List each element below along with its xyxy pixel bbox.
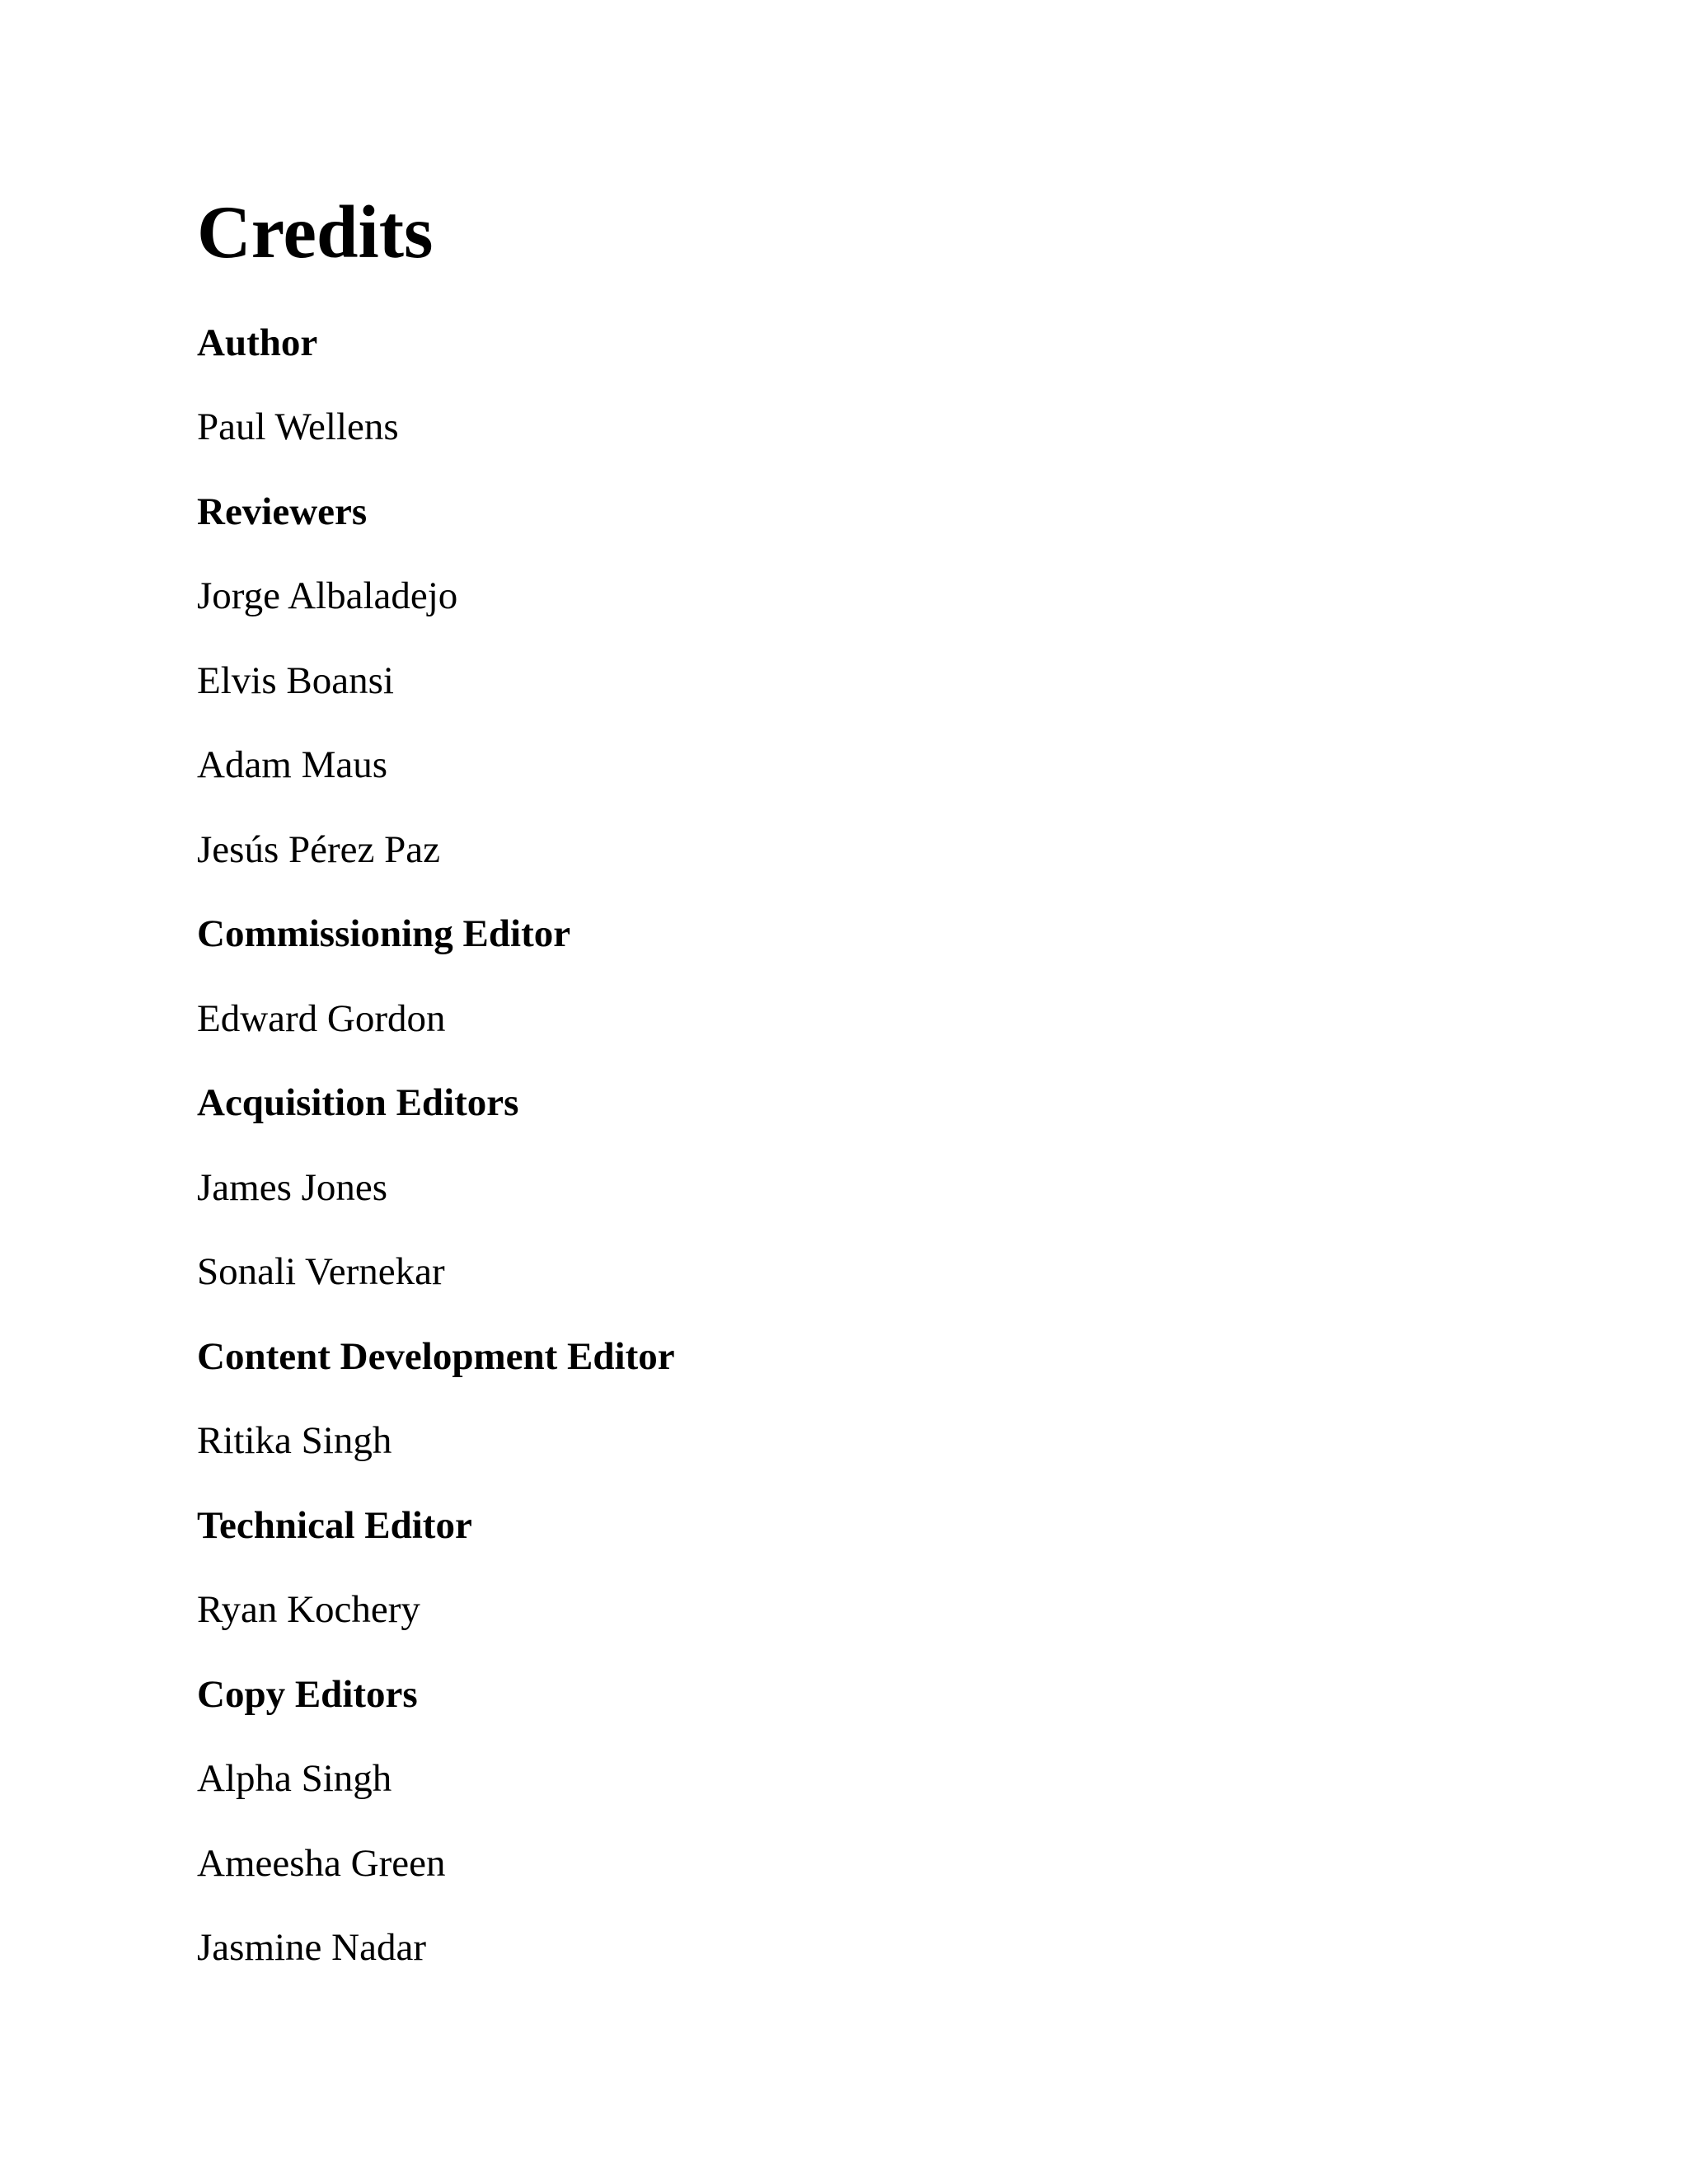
role-heading-content-development-editor: Content Development Editor: [197, 1335, 675, 1378]
credit-name-adam-maus: Adam Maus: [197, 743, 388, 786]
credit-name-edward-gordon: Edward Gordon: [197, 997, 446, 1040]
credit-name-alpha-singh: Alpha Singh: [197, 1757, 392, 1800]
role-heading-technical-editor: Technical Editor: [197, 1504, 472, 1547]
credit-name-elvis-boansi: Elvis Boansi: [197, 659, 394, 702]
role-heading-commissioning-editor: Commissioning Editor: [197, 912, 571, 955]
credit-name-jesus-perez-paz: Jesús Pérez Paz: [197, 828, 440, 871]
page-title: Credits: [197, 190, 434, 274]
credit-name-sonali-vernekar: Sonali Vernekar: [197, 1250, 445, 1293]
credit-name-james-jones: James Jones: [197, 1166, 388, 1209]
credit-name-ritika-singh: Ritika Singh: [197, 1419, 392, 1462]
credit-name-ameesha-green: Ameesha Green: [197, 1842, 446, 1885]
role-heading-acquisition-editors: Acquisition Editors: [197, 1081, 519, 1124]
role-heading-reviewers: Reviewers: [197, 490, 368, 533]
credit-name-ryan-kochery: Ryan Kochery: [197, 1588, 420, 1631]
role-heading-author: Author: [197, 321, 318, 364]
credit-name-paul-wellens: Paul Wellens: [197, 405, 399, 448]
credit-name-jorge-albaladejo: Jorge Albaladejo: [197, 574, 458, 617]
role-heading-copy-editors: Copy Editors: [197, 1673, 418, 1716]
credit-name-jasmine-nadar: Jasmine Nadar: [197, 1926, 426, 1969]
